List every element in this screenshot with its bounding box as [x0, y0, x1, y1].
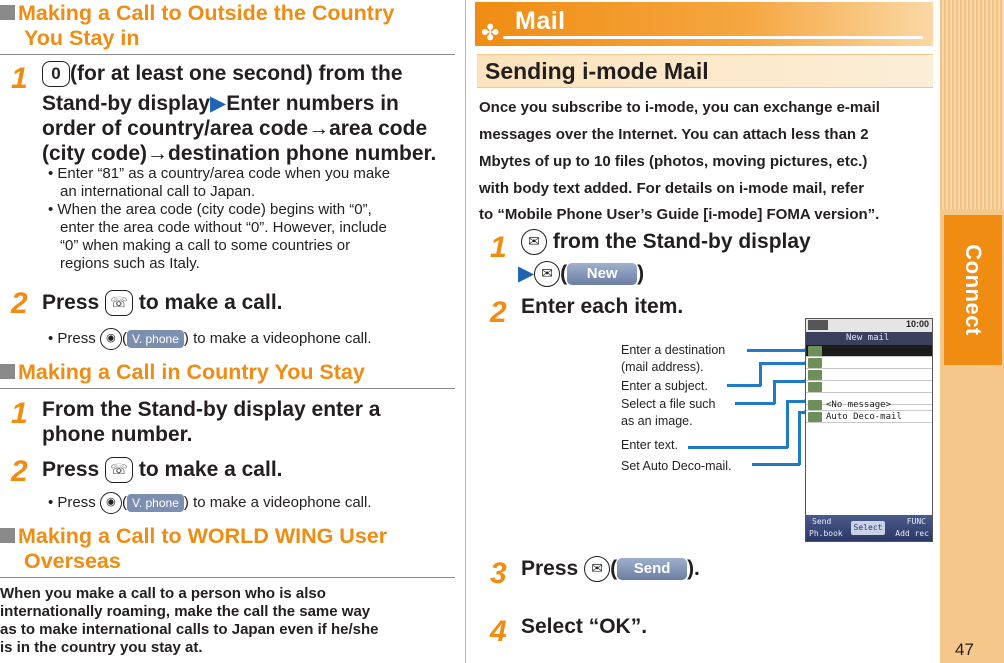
softkey-select[interactable]: Select: [851, 521, 885, 535]
step-text: Enter each item.: [521, 295, 684, 318]
step-instruction: [42, 290, 282, 316]
to-icon: [808, 346, 822, 356]
clock: 10:00: [905, 319, 929, 329]
recipient-icon: [808, 358, 822, 368]
header-swoosh: [503, 36, 923, 39]
attach-field[interactable]: [806, 381, 932, 393]
arrow-right-icon: ▶: [210, 92, 227, 115]
step-text: to make a call.: [138, 458, 283, 481]
callout-destination: Enter a destination: [621, 343, 726, 357]
note-line: • Press ◉ ( V. phone ) to make a videophone call.: [48, 328, 372, 350]
leader-line: [759, 362, 807, 365]
section-heading-world-wing: [0, 524, 455, 578]
call-key-icon: ☏: [105, 290, 133, 316]
note-line: regions such as Italy.: [60, 255, 200, 272]
leader-line: [759, 362, 762, 386]
step-text: Select “OK”.: [521, 615, 648, 638]
note-text: to make a videophone call.: [193, 493, 372, 511]
note-text: • Press: [48, 329, 96, 347]
step-text-line: phone number.: [42, 423, 193, 446]
leader-line: [786, 400, 789, 448]
softkey-send[interactable]: Send: [812, 517, 832, 526]
leader-line: [773, 380, 807, 383]
step-instruction: ▶ ✉ ( New ): [518, 261, 644, 287]
softkey-addrec[interactable]: Add rec: [895, 529, 929, 538]
body-line: as to make international calls to Japan even if he/she: [0, 621, 379, 638]
body-line: is in the country you stay at.: [0, 639, 203, 656]
vphone-softkey-icon: V. phone: [127, 330, 184, 348]
to-field[interactable]: [806, 345, 932, 357]
step-text: Press: [42, 291, 100, 314]
section-heading-line: Making a Call to Outside the Country: [18, 1, 395, 25]
mail-key-icon: ✉: [584, 556, 610, 582]
intro-line: with body text added. For details on i-mode mail, refer: [479, 180, 865, 197]
note-line: an international call to Japan.: [60, 183, 256, 200]
section-heading-line: You Stay in: [24, 26, 140, 50]
subject-field[interactable]: [806, 369, 932, 381]
leader-line: [727, 384, 761, 387]
step-text-line: (for at least one second) from the: [70, 62, 403, 85]
page-number: 47: [955, 640, 974, 659]
intro-line: messages over the Internet. You can attach less than 2: [479, 126, 869, 143]
zero-key-icon: 0: [42, 61, 70, 87]
clover-icon: ✤: [481, 20, 500, 45]
mail-key-icon: ✉: [521, 229, 547, 255]
step-number: 1: [11, 397, 28, 430]
note-text: to make a videophone call.: [193, 329, 372, 347]
note-line: enter the area code without “0”. However, include: [60, 219, 387, 236]
screen-title: New mail: [806, 332, 932, 345]
chapter-title: Mail: [515, 7, 566, 35]
step-number: 4: [490, 615, 507, 648]
chapter-tab-label: Connect: [961, 244, 986, 336]
status-bar: [806, 319, 932, 332]
step-instruction: [42, 91, 399, 116]
deco-field[interactable]: [806, 411, 932, 423]
step-number: 2: [490, 296, 507, 329]
square-bullet-icon: [0, 528, 15, 543]
callout-deco: Set Auto Deco-mail.: [621, 459, 732, 473]
mail-key-icon: ✉: [534, 261, 560, 287]
section-subheader-text: Sending i-mode Mail: [485, 58, 709, 84]
leader-line: [773, 380, 776, 404]
step-text-line: Enter numbers in: [226, 92, 399, 115]
square-bullet-icon: [0, 5, 15, 20]
leader-line: [747, 349, 807, 352]
arrow-right-icon: ▶: [518, 262, 535, 285]
section-heading-line: Making a Call in Country You Stay: [18, 360, 365, 384]
step-text: Press: [521, 557, 579, 580]
intro-line: Once you subscribe to i-mode, you can exchange e-mail: [479, 99, 880, 116]
callout-subject: Enter a subject.: [621, 379, 708, 393]
cc-field[interactable]: [806, 357, 932, 369]
softkey-func[interactable]: FUNC: [906, 517, 926, 526]
step-number: 1: [490, 231, 507, 264]
new-softkey-icon: New: [567, 263, 637, 285]
camera-key-icon: ◉: [100, 492, 122, 514]
chapter-tab-stripes: [940, 0, 1004, 210]
message-placeholder: <No message>: [826, 400, 892, 410]
call-key-icon: ☏: [105, 457, 133, 483]
signal-icon: [808, 320, 828, 330]
intro-line: to “Mobile Phone User’s Guide [i-mode] FOMA version”.: [479, 206, 880, 223]
leader-line: [798, 411, 801, 465]
callout-destination: (mail address).: [621, 360, 704, 374]
attach-icon: [808, 382, 822, 392]
callout-file: Select a file such: [621, 397, 716, 411]
note-line: • Press ◉ ( V. phone ) to make a videophone call.: [48, 492, 372, 514]
leader-line: [688, 446, 788, 449]
step-text: from the Stand-by display: [552, 230, 811, 253]
phone-screen: [805, 318, 933, 542]
step-instruction: [42, 61, 403, 87]
deco-icon: [808, 412, 822, 422]
section-heading-in-country: [0, 360, 455, 389]
vphone-softkey-icon: V. phone: [127, 494, 184, 512]
section-subheader: [477, 54, 933, 88]
step-number: 3: [490, 557, 507, 590]
step-text-line: From the Stand-by display enter a: [42, 398, 381, 421]
chapter-header: [475, 2, 933, 46]
section-heading-line: Making a Call to WORLD WING User: [18, 524, 388, 548]
camera-key-icon: ◉: [100, 328, 122, 350]
note-line: • Enter “81” as a country/area code when you make: [48, 165, 391, 182]
callout-text: Enter text.: [621, 438, 678, 452]
subject-icon: [808, 370, 822, 380]
section-heading-line: Overseas: [24, 549, 121, 573]
step-number: 2: [11, 287, 28, 320]
callout-file: as an image.: [621, 414, 693, 428]
step-text: Press: [42, 458, 100, 481]
send-softkey-icon: Send: [617, 558, 687, 580]
softkey-phbook[interactable]: Ph.book: [809, 529, 843, 538]
section-heading-outside-country: [0, 1, 455, 55]
leader-line: [735, 402, 775, 405]
leader-line: [752, 463, 800, 466]
body-line: internationally roaming, make the call the same way: [0, 603, 371, 620]
step-text-line: Stand-by display: [42, 92, 211, 115]
note-line: • When the area code (city code) begins with “0”,: [48, 201, 372, 218]
step-number: 2: [11, 455, 28, 488]
step-number: 1: [11, 62, 28, 95]
note-text: • Press: [48, 493, 96, 511]
message-field[interactable]: [806, 399, 932, 411]
deco-label: Auto Deco-mail: [826, 412, 902, 422]
message-icon: [808, 400, 822, 410]
intro-line: Mbytes of up to 10 files (photos, moving pictures, etc.): [479, 153, 868, 170]
step-instruction: [521, 229, 811, 255]
chapter-tab-label-box[interactable]: [944, 215, 1002, 365]
step-text-line: order of country/area code→area code: [42, 117, 428, 140]
step-text: to make a call.: [138, 291, 283, 314]
body-line: When you make a call to a person who is also: [0, 585, 326, 602]
square-bullet-icon: [0, 364, 15, 379]
step-instruction: [42, 457, 282, 483]
step-instruction: Press ✉ ( Send ).: [521, 556, 700, 582]
step-text-line: (city code)→destination phone number.: [42, 142, 437, 165]
note-line: “0” when making a call to some countries or: [60, 237, 351, 254]
column-divider: [465, 0, 466, 663]
